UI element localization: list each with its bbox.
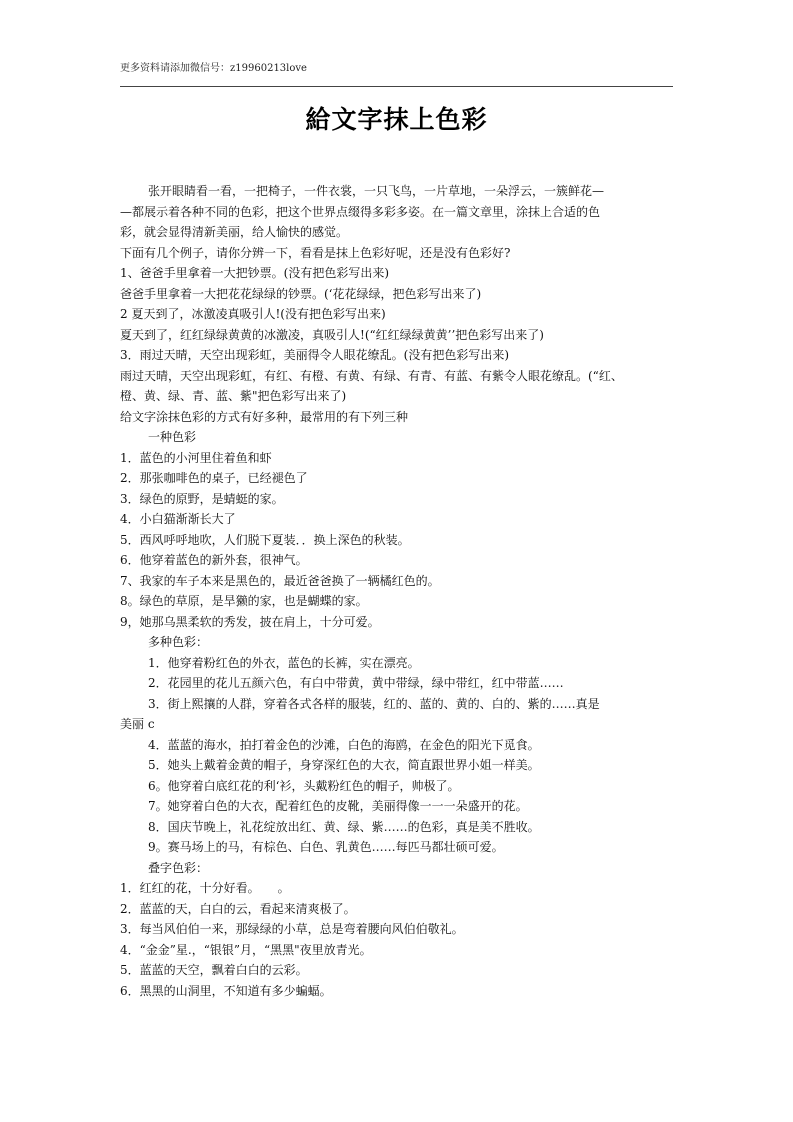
text-line: 5．西风呼呼地吹，人们脱下夏装．．换上深色的秋装。 xyxy=(120,532,410,547)
text-line: 1、爸爸手里拿着一大把钞票。(没有把色彩写出来) xyxy=(120,266,389,280)
text-line: 1．他穿着粉红色的外衣，蓝色的长裤，实在漂亮。 xyxy=(148,655,420,670)
text-line: 5．蓝蓝的天空，飘着白白的云彩。 xyxy=(120,963,308,977)
text-line: 多种色彩： xyxy=(148,635,209,649)
text-line: 1．蓝色的小河里住着鱼和虾 xyxy=(120,450,272,465)
text-line: 9。赛马场上的马，有棕色、白色、乳黄色……每匹马都壮硕可爱。 xyxy=(148,840,504,854)
text-line: 夏天到了，红红绿绿黄黄的冰激凌，真吸引人!(“红红绿绿黄黄’’把色彩写出来了) xyxy=(120,327,544,342)
text-line: 一种色彩 xyxy=(148,430,197,444)
text-line: 8．国庆节晚上，礼花绽放出红、黄、绿、紫……的色彩，真是美不胜收。 xyxy=(148,819,540,834)
header-note: 更多资料请添加微信号：z19960213love xyxy=(120,63,307,74)
header-divider xyxy=(120,86,673,87)
text-line: 3．每当风伯伯一来，那绿绿的小草，总是弯着腰向风伯伯敬礼。 xyxy=(120,922,464,936)
text-line: 雨过天晴，天空出现彩虹，有红、有橙、有黄、有绿、有青、有蓝、有紫令人眼花缭乱。(“红、 xyxy=(120,368,623,383)
text-line: 4．蓝蓝的海水，拍打着金色的沙滩，白色的海鸥，在金色的阳光下觅食。 xyxy=(148,737,540,752)
text-line: 叠字色彩： xyxy=(148,860,209,875)
text-line: 6．黑黑的山洞里，不知道有多少蝙蝠。 xyxy=(120,983,332,998)
text-line: 7。她穿着白色的大衣，配着红色的皮靴，美丽得像一一一朵盛开的花。 xyxy=(148,799,528,813)
text-line: 3．街上熙攘的人群，穿着各式各样的服装，红的、蓝的、黄的、白的、紫的……真是 xyxy=(148,696,600,711)
text-line: 橙、黄、绿、青、蓝、紫"把色彩写出来了) xyxy=(120,389,347,403)
text-line: 美丽 c xyxy=(120,717,155,731)
document-title: 給文字抹上色彩 xyxy=(305,105,488,134)
text-line: 2．蓝蓝的天，白白的云，看起来清爽极了。 xyxy=(120,901,356,916)
text-line: 9，她那乌黑柔软的秀发，披在肩上，十分可爱。 xyxy=(120,614,380,629)
document-body xyxy=(120,181,673,1001)
text-line: —都展示着各种不同的色彩，把这个世界点缀得多彩多姿。在一篇文章里，涂抹上合适的色 xyxy=(120,204,601,219)
text-line: 7、我家的车子本来是黑色的，最近爸爸换了一辆橘红色的。 xyxy=(120,573,440,588)
text-line: 1．红红的花，十分好看。 。 xyxy=(120,881,290,895)
text-line: 彩，就会显得清新美丽，给人愉快的感觉。 xyxy=(120,225,349,239)
text-line: 8。绿色的草原，是旱獭的家，也是蝴蝶的家。 xyxy=(120,594,368,608)
text-line: 下面有几个例子，请你分辨一下，看看是抹上色彩好呢，还是没有色彩好? xyxy=(120,245,511,260)
text-line: 4．“金金”星.，“银银”月，“黑黑"夜里放青光。 xyxy=(120,942,372,957)
text-line: 给文字涂抹色彩的方式有好多种，最常用的有下列三种 xyxy=(120,409,409,424)
text-line: 5．她头上戴着金黄的帽子，身穿深红色的大衣，简直跟世界小姐一样美。 xyxy=(148,758,540,772)
text-line: 4．小白猫渐渐长大了 xyxy=(120,512,236,526)
text-line: 2．花园里的花儿五颜六色，有白中带黄，黄中带绿，绿中带红，红中带蓝…… xyxy=(148,676,564,690)
text-line: 2．那张咖啡色的桌子，已经褪色了 xyxy=(120,471,308,485)
text-line: 6。他穿着白底红花的利‘衫，头戴粉红色的帽子，帅极了。 xyxy=(148,778,460,793)
text-line: 3．绿色的原野，是蜻蜓的家。 xyxy=(120,491,284,506)
text-line: 3．雨过天晴，天空出现彩虹，美丽得令人眼花缭乱。(没有把色彩写出来) xyxy=(120,348,510,362)
text-line: 2 夏天到了，冰激凌真吸引人!(没有把色彩写出来) xyxy=(120,307,386,321)
text-line: 爸爸手里拿着一大把花花绿绿的钞票。(‘花花绿绿，把色彩写出来了) xyxy=(120,286,482,301)
text-line: 6．他穿着蓝色的新外套，很神气。 xyxy=(120,553,308,567)
text-line: 张开眼睛看一看，一把椅子，一件衣裳，一只飞鸟，一片草地，一朵浮云，一簇鲜花— xyxy=(148,184,605,198)
